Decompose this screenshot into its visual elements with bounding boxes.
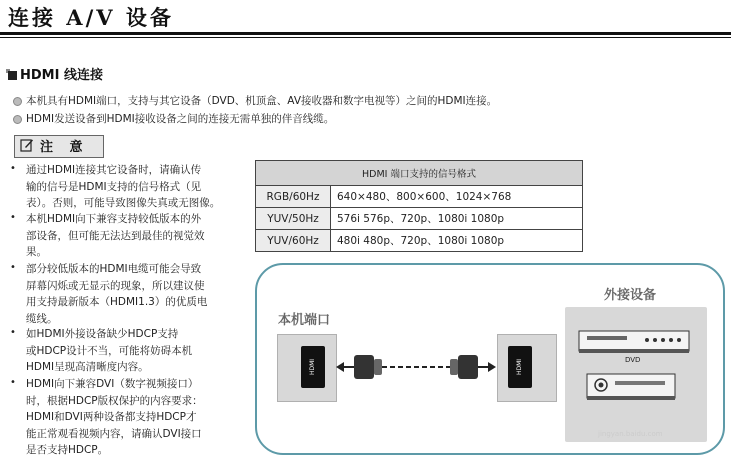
note-line: 输的信号是HDMI支持的信号格式（见 xyxy=(26,180,202,193)
table-header-row xyxy=(256,161,583,186)
baidu-watermark-logo: Bai 经验 xyxy=(585,402,660,423)
note-line: 时，根据HDCP版权保护的内容要求： xyxy=(26,394,203,407)
bullet-circle-icon xyxy=(13,97,22,106)
note-line: 通过HDMI连接其它设备时，请确认传 xyxy=(26,164,202,176)
note-item xyxy=(26,326,192,376)
table-header: HDMI 端口支持的信号格式 xyxy=(256,161,583,186)
note-bullet-icon: • xyxy=(10,327,16,338)
note-line: 是否支持HDCP。 xyxy=(26,444,109,456)
intro-bullet: HDMI发送设备到HDMI接收设备之间的连接无需单独的伴音线缆。 xyxy=(26,113,335,125)
note-line: HDMI向下兼容DVI（数字视频接口） xyxy=(26,378,199,390)
note-line: 能正常观看视频内容，请确认DVI接口 xyxy=(26,427,202,440)
title-rule-thin xyxy=(0,37,731,38)
section-marker-icon xyxy=(8,71,17,80)
format-cell: YUV/60Hz xyxy=(256,230,331,252)
signal-format-table xyxy=(255,160,583,252)
note-line: HDMI呈现高清晰度内容。 xyxy=(26,361,149,373)
note-line: 屏幕闪烁或无显示的现象，所以建议使 xyxy=(26,279,205,292)
port-text: HDMI xyxy=(516,358,523,376)
note-bullet-icon: • xyxy=(10,377,16,388)
watermark-url: jingyan.baidu.com xyxy=(598,430,663,438)
table-row xyxy=(256,186,583,208)
note-line: 果。 xyxy=(26,246,47,258)
note-label: 注 意 xyxy=(40,140,89,155)
note-line: 表）。否则，可能导致图像失真或无图像。 xyxy=(26,197,221,209)
dvd-label: DVD xyxy=(625,356,641,364)
bullet-circle-icon xyxy=(13,115,22,124)
note-item xyxy=(26,211,205,261)
hdmi-cable-icon xyxy=(330,345,502,389)
note-item xyxy=(26,261,207,327)
dvd-player-icon xyxy=(577,327,693,355)
local-hdmi-port-icon xyxy=(301,346,325,388)
note-line: 部分较低版本的HDMI电缆可能会导致 xyxy=(26,263,202,275)
remote-hdmi-port-icon xyxy=(508,346,532,388)
resolution-cell: 576i 576p、720p、1080i 1080p xyxy=(331,208,583,230)
note-line: HDMI和DVI两种设备都支持HDCP才 xyxy=(26,411,197,423)
note-line: 用支持最新版本（HDMI1.3）的优质电 xyxy=(26,296,208,308)
format-cell: YUV/50Hz xyxy=(256,208,331,230)
pencil-note-icon xyxy=(20,138,34,152)
note-bullet-icon: • xyxy=(10,163,16,174)
table-row xyxy=(256,208,583,230)
section-title: HDMI 线连接 xyxy=(20,68,103,83)
title-rule xyxy=(0,32,731,35)
note-line: 如HDMI外接设备缺少HDCP支持 xyxy=(26,328,179,340)
format-cell: RGB/60Hz xyxy=(256,186,331,208)
intro-bullet: 本机具有HDMI端口，支持与其它设备（DVD、机顶盒、AV接收器和数字电视等）之间的HDMI连接。 xyxy=(26,95,498,107)
note-item xyxy=(26,376,203,459)
page-title: 连接 A/V 设备 xyxy=(8,5,174,30)
resolution-cell: 640×480、800×600、1024×768 xyxy=(331,186,583,208)
external-device-label: 外接设备 xyxy=(604,288,657,303)
note-line: 缆线。 xyxy=(26,312,58,325)
resolution-cell: 480i 480p、720p、1080i 1080p xyxy=(331,230,583,252)
note-line: 本机HDMI向下兼容支持较低版本的外 xyxy=(26,213,202,225)
note-bullet-icon: • xyxy=(10,212,16,223)
table-row xyxy=(256,230,583,252)
note-line: 或HDCP设计不当，可能将妨碍本机 xyxy=(26,344,193,357)
note-item xyxy=(26,162,220,212)
port-text: HDMI xyxy=(309,358,316,376)
note-line: 部设备，但可能无法达到最佳的视觉效 xyxy=(26,229,205,242)
note-bullet-icon: • xyxy=(10,262,16,273)
local-port-label: 本机端口 xyxy=(278,313,331,328)
